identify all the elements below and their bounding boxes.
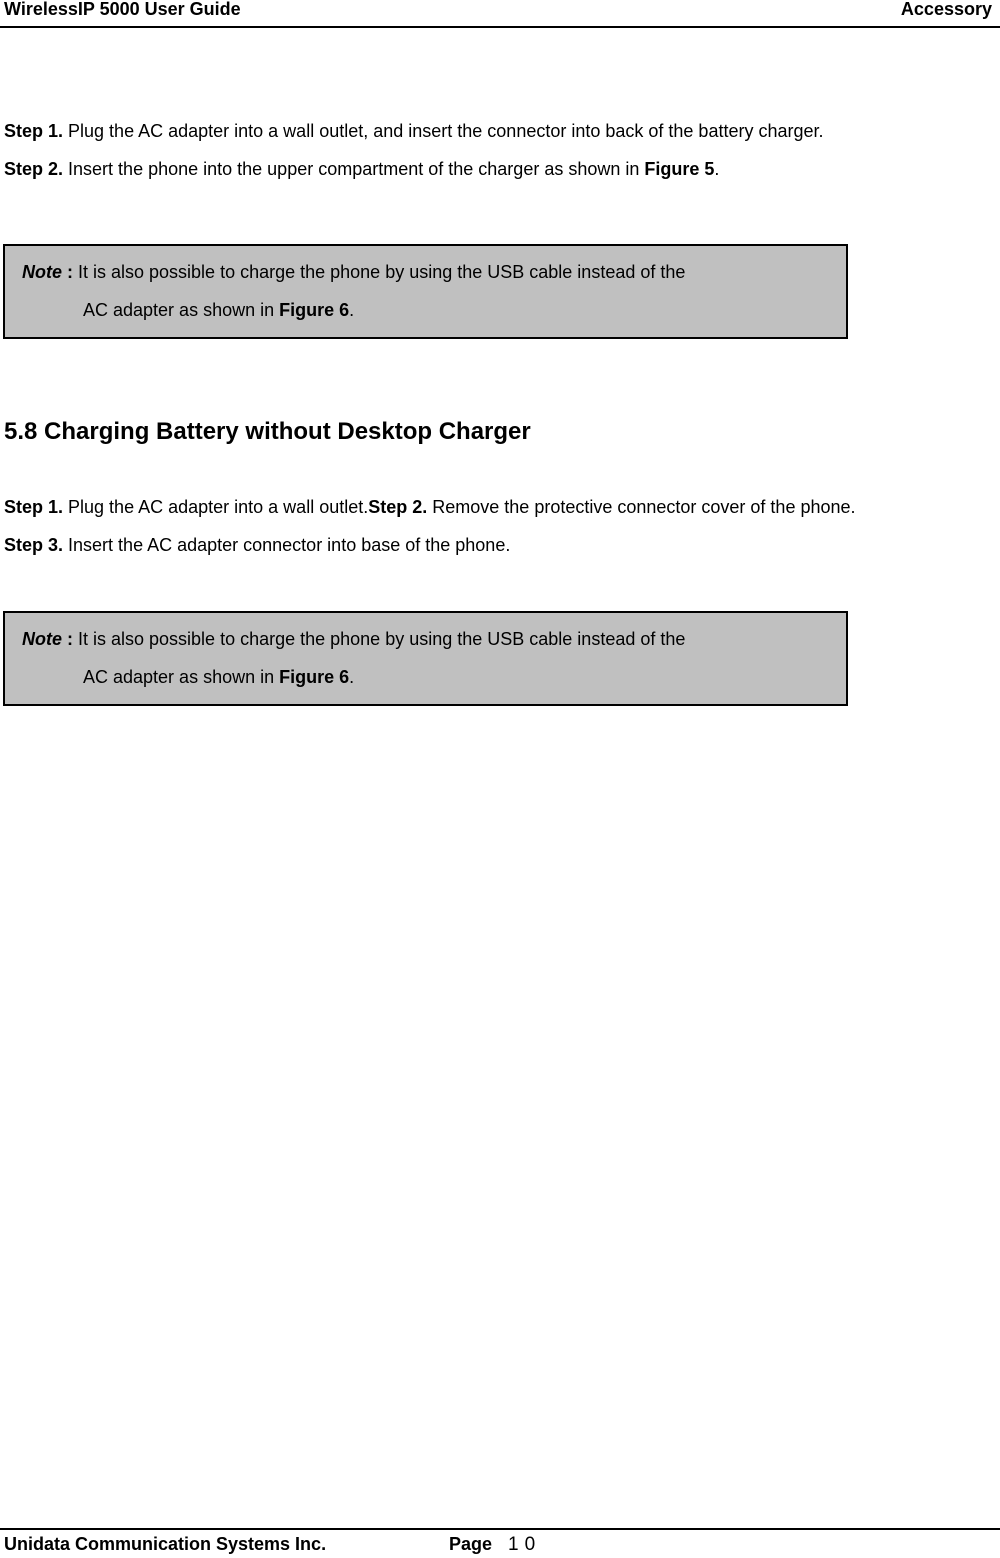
- figure-reference: Figure 6: [279, 300, 350, 320]
- note-box: [3, 244, 848, 339]
- step-3: [4, 535, 510, 556]
- note-label: Note: [22, 262, 62, 282]
- step-label: Step 1.: [4, 497, 64, 517]
- step-1: [4, 121, 824, 142]
- step-text: Insert the phone into the upper compartment of the charger as shown in: [63, 159, 645, 179]
- page-number: 10: [508, 1534, 542, 1555]
- step-label: Step 3.: [4, 535, 64, 555]
- step-label: Step 2.: [368, 497, 428, 517]
- note-line-1: Note : It is also possible to charge the phone by using the USB cable instead of the: [22, 262, 686, 282]
- page-header: [0, 0, 1000, 28]
- company-name: Unidata Communication Systems Inc.: [4, 1534, 327, 1554]
- figure-reference: Figure 6: [279, 667, 350, 687]
- figure-reference: Figure 5: [644, 159, 715, 179]
- note-label: Note: [22, 629, 62, 649]
- step-text: Insert the AC adapter connector into base of the phone.: [63, 535, 511, 555]
- note-line-1: Note : It is also possible to charge the phone by using the USB cable instead of the: [22, 629, 686, 649]
- page-footer: [0, 1528, 1000, 1558]
- section-heading: 5.8 Charging Battery without Desktop Charger: [4, 418, 531, 445]
- step-text: Plug the AC adapter into a wall outlet.: [63, 497, 369, 517]
- step-text: Plug the AC adapter into a wall outlet, and insert the connector into back of the battery charger.: [63, 121, 824, 141]
- page-label: Page: [449, 1534, 493, 1554]
- note-line-2: AC adapter as shown in Figure 6.: [83, 667, 355, 687]
- note-box: [3, 611, 848, 706]
- step-label: Step 2.: [4, 159, 64, 179]
- note-line-2: AC adapter as shown in Figure 6.: [83, 300, 355, 320]
- step-text: Remove the protective connector cover of the phone.: [427, 497, 856, 517]
- step-2: Step 2. Insert the phone into the upper compartment of the charger as shown in Figure 5.: [4, 159, 720, 179]
- step-label: Step 1.: [4, 121, 64, 141]
- step-1-2: [4, 497, 856, 518]
- section-name: Accessory: [900, 0, 992, 19]
- document-title: WirelessIP 5000 User Guide: [4, 0, 241, 19]
